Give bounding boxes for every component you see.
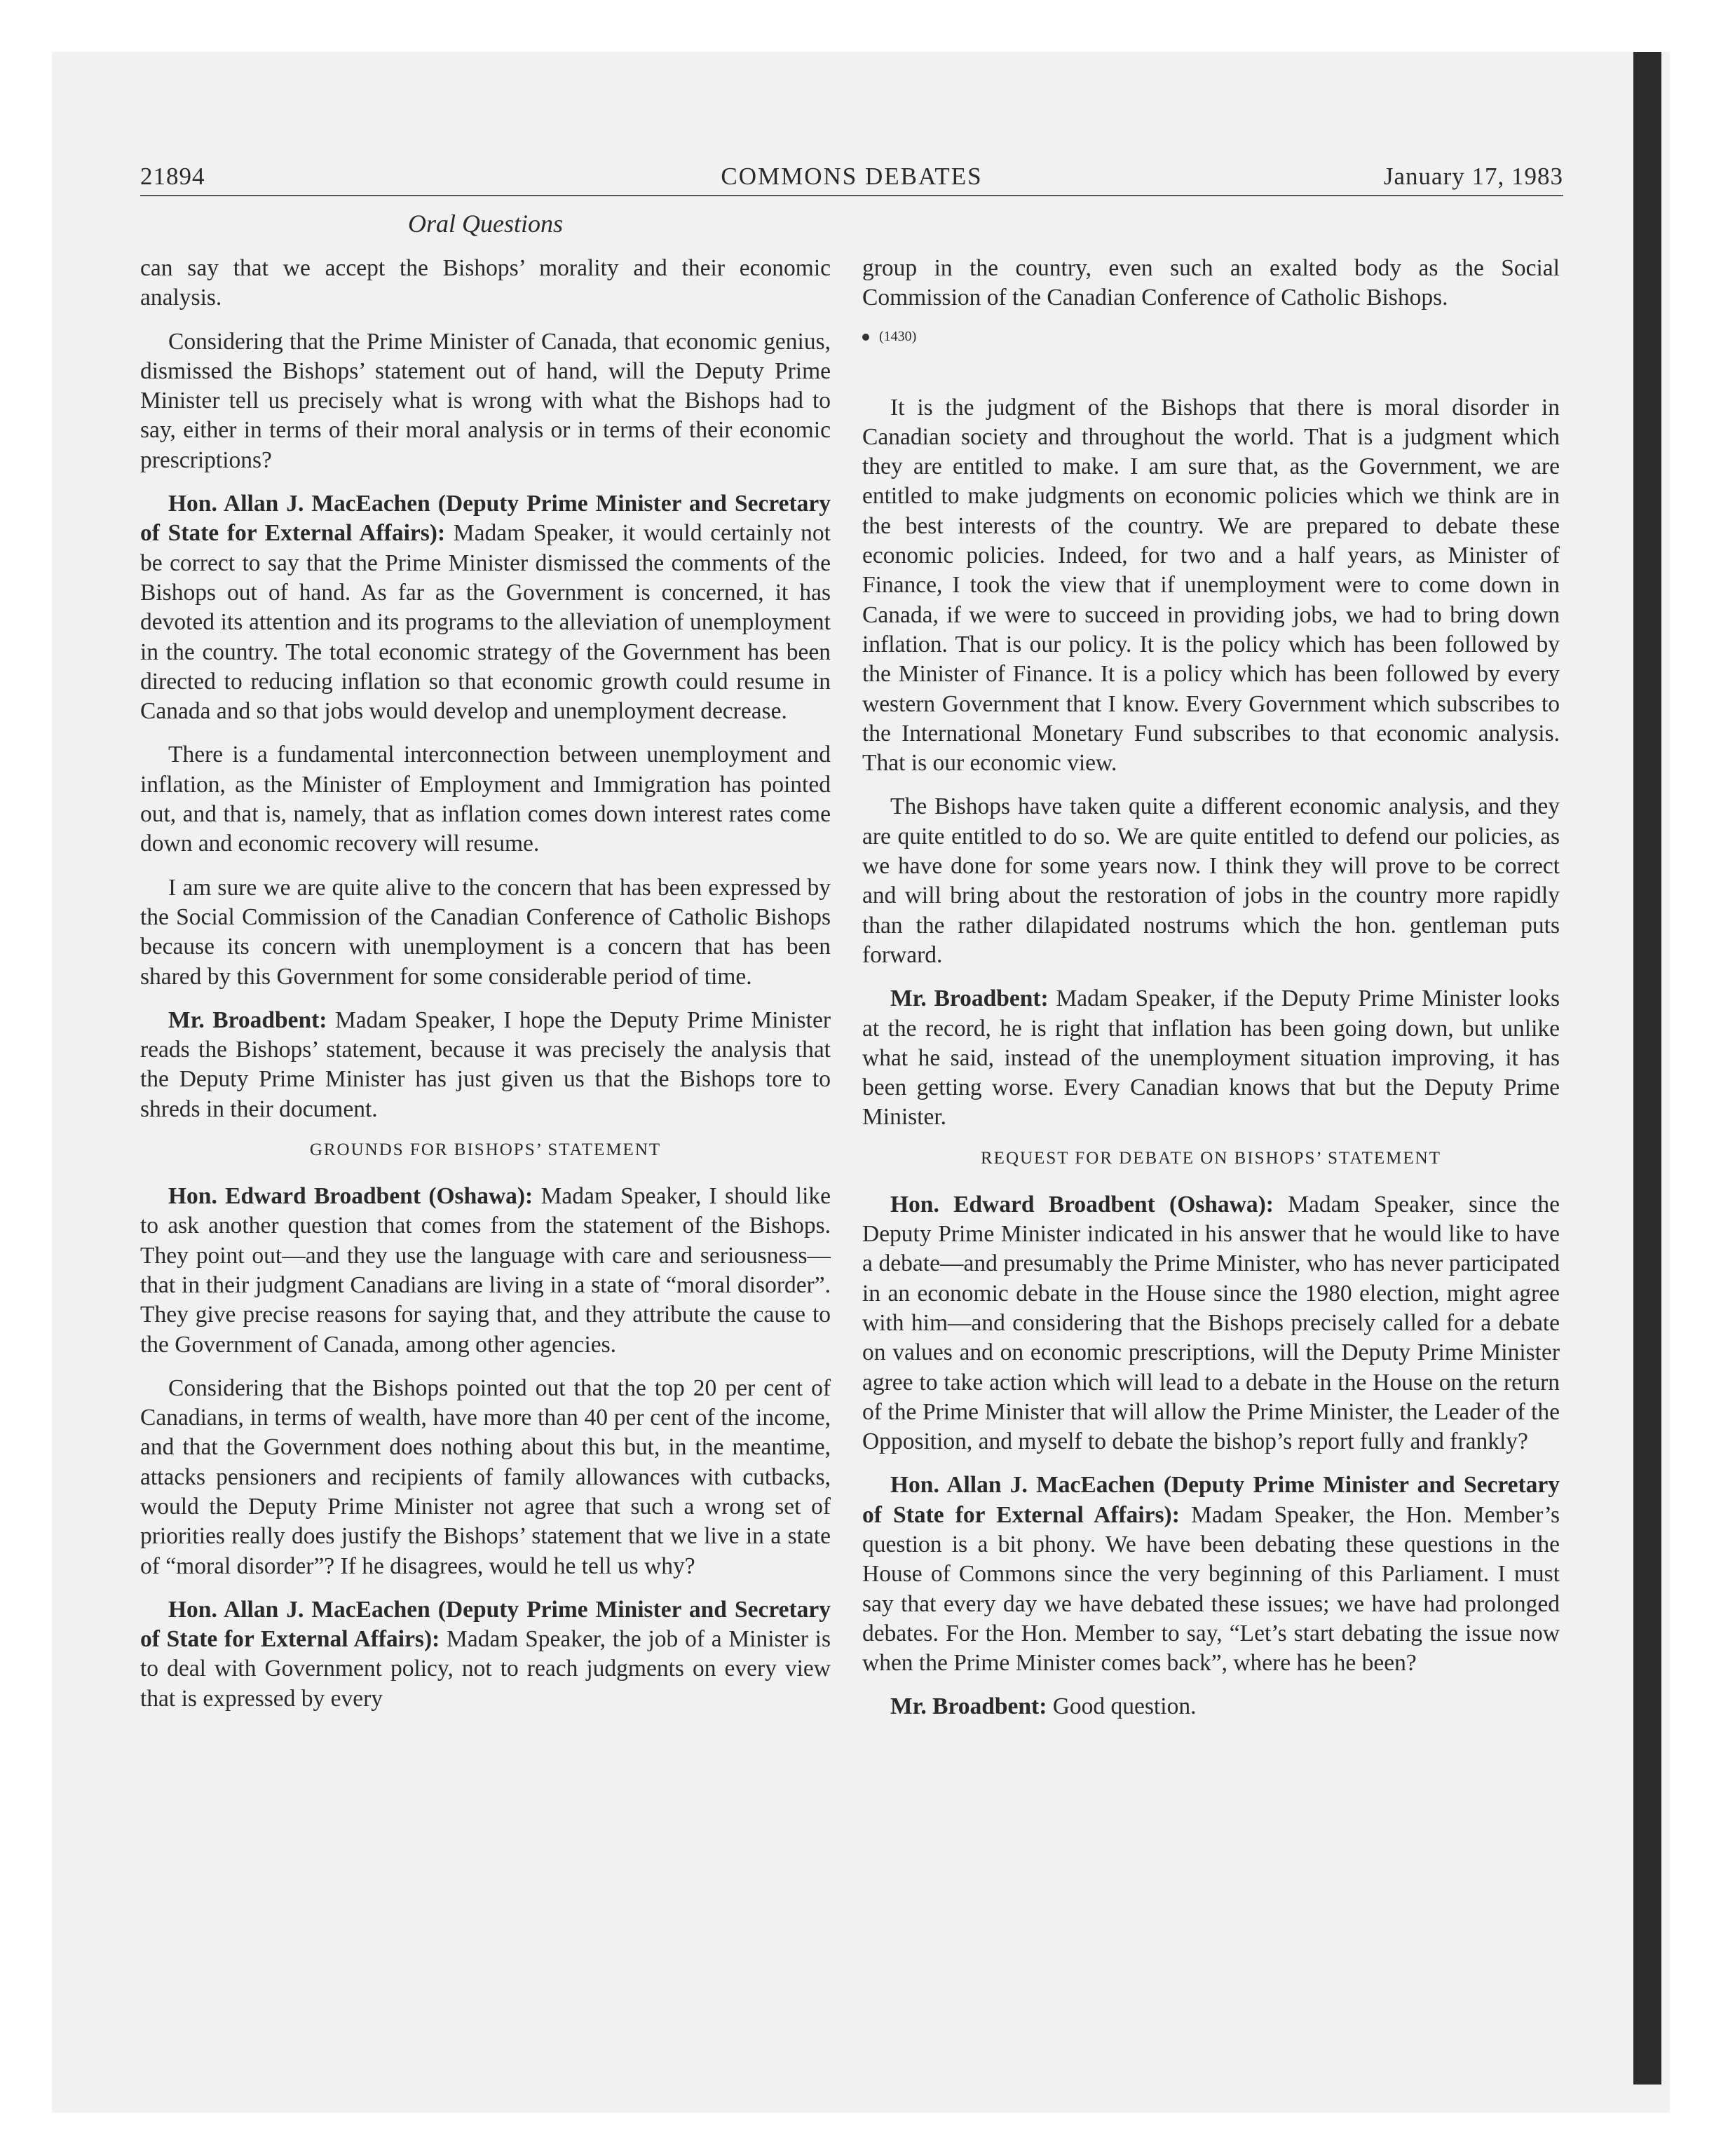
page-date: January 17, 1983	[1383, 163, 1563, 190]
speaker-name: Hon. Edward Broadbent (Oshawa):	[168, 1183, 533, 1210]
speech-text: Madam Speaker, since the Deputy Prime Minister indicated in his answer that he would like to have a debate—and presumably the Prime Minister, who has never participated in an economic debate in the House since the 1980 election, might agree with him—and considering that the Bishops precisely called for a debate on values and on economic prescriptions, will the Deputy Prime Minister agree to take action which will lead to a debate in the House on the return of the Prime Minister that will allow the Prime Minister, the Leader of the Opposition, and myself to debate the bishop’s report fully and frankly?	[862, 1191, 1560, 1455]
paragraph: I am sure we are quite alive to the concern that has been expressed by the Social Commission of the Canadian Conference of Catholic Bishops because its concern with unemployment is a concern that has been shared by this Government for some considerable period of time.	[140, 874, 831, 990]
speech-paragraph	[862, 1692, 1560, 1721]
section-heading: GROUNDS FOR BISHOPS’ STATEMENT	[309, 1140, 662, 1160]
section-heading: REQUEST FOR DEBATE ON BISHOPS’ STATEMENT	[981, 1148, 1441, 1168]
speech-text: Madam Speaker, it would certainly not be correct to say that the Prime Minister dismissed the comments of the Bishops out of hand. As far as the Government is concerned, it has devoted its attention and its programs to the alleviation of unemployment in the country. The total economic strategy of the Government has been directed to reducing inflation so that economic growth could resume in Canada and so that jobs would develop and unemployment decrease.	[140, 520, 831, 725]
speaker-name: Hon. Allan J. MacEachen (Deputy Prime Minister and Secretary of State for External Affairs):	[140, 491, 831, 547]
paragraph: Considering that the Bishops pointed out that the top 20 per cent of Canadians, in terms of wealth, have more than 40 per cent of the income, and that the Government does nothing about this but, in the meantime, attacks pensioners and recipients of family allowances with cutbacks, would the Deputy Prime Minister not agree that such a wrong set of priorities really does justify the Bishops’ statement that we live in a state of “moral disorder”? If he disagrees, would he tell us why?	[140, 1374, 831, 1579]
speech-paragraph	[140, 1182, 831, 1360]
speech-text: Madam Speaker, the job of a Minister is to deal with Government policy, not to reach judgments on every view that is expressed by every	[140, 1626, 831, 1712]
speech-paragraph	[862, 984, 1560, 1132]
bullet-icon	[862, 334, 869, 341]
scan-edge-shadow	[1633, 52, 1661, 2085]
paragraph: It is the judgment of the Bishops that there is moral disorder in Canadian society and throughout the world. That is a judgment which they are entitled to make. I am sure that, as the Government, we are entitled to make judgments on economic policies which we think are in the best interests of the country. We are prepared to debate these economic policies. Indeed, for two and a half years, as Minister of Finance, I took the view that if unemployment were to come down in Canada, if we were to succeed in providing jobs, we had to bring down inflation. That is our policy. It is the policy which has been followed by the Minister of Finance. It is a policy which has been followed by every western Government that I know. Every Government which subscribes to the International Monetary Fund subscribes to that economic analysis. That is our economic view.	[862, 394, 1560, 777]
speech-text: Madam Speaker, I should like to ask another question that comes from the statement of the Bishops. They point out—and they use the language with care and seriousness—that in their judgment Canadians are living in a state of “moral disorder”. They give precise reasons for saying that, and they attribute the cause to the Government of Canada, among other agencies.	[140, 1183, 831, 1358]
speech-text: Madam Speaker, the Hon. Member’s question is a bit phony. We have been debating these questions in the House of Commons since the very beginning of this Parliament. I must say that every day we have debated these issues; we have had prolonged debates. For the Hon. Member to say, “Let’s start debating the issue now when the Prime Minister comes back”, where has he been?	[862, 1501, 1560, 1677]
speech-paragraph	[140, 1595, 831, 1714]
speaker-name: Hon. Edward Broadbent (Oshawa):	[890, 1191, 1274, 1217]
paragraph: There is a fundamental interconnection between unemployment and inflation, as the Minister of Employment and Immigration has pointed out, and that is, namely, that as inflation comes down interest rates come down and economic recovery will resume.	[140, 742, 831, 857]
speaker-name: Hon. Allan J. MacEachen (Deputy Prime Minister and Secretary of State for External Affairs):	[140, 1596, 831, 1653]
page-number: 21894	[140, 163, 205, 190]
time-marker-label: (1430)	[879, 328, 917, 344]
paragraph: Considering that the Prime Minister of Canada, that economic genius, dismissed the Bishops’ statement out of hand, will the Deputy Prime Minister tell us precisely what is wrong with what the Bishops had to say, either in terms of their moral analysis or in terms of their economic prescriptions?	[140, 328, 831, 473]
page-header	[140, 158, 1563, 196]
paragraph: can say that we accept the Bishops’ morality and their economic analysis.	[140, 255, 831, 311]
speaker-name: Hon. Allan J. MacEachen (Deputy Prime Minister and Secretary of State for External Affairs):	[862, 1472, 1560, 1528]
paragraph: The Bishops have taken quite a different economic analysis, and they are quite entitled to do so. We are quite entitled to defend our policies, as we have done for some years now. I think they will prove to be correct and will bring about the restoration of jobs in the country more rapidly than the rather dilapidated nostrums which the hon. gentleman puts forward.	[862, 793, 1560, 968]
right-column	[862, 254, 1560, 1736]
section-subhead: Oral Questions	[407, 210, 563, 238]
speech-text: Madam Speaker, I hope the Deputy Prime Minister reads the Bishops’ statement, because it was precisely the analysis that the Deputy Prime Minister has just given us that the Bishops tore to shreds in their document.	[140, 1007, 831, 1122]
speech-paragraph	[862, 1471, 1560, 1678]
speaker-name: Mr. Broadbent:	[168, 1007, 327, 1033]
speech-paragraph	[140, 1006, 831, 1124]
speech-paragraph	[862, 1190, 1560, 1457]
speech-text: Madam Speaker, if the Deputy Prime Minister looks at the record, he is right that inflation has been going down, but unlike what he said, instead of the unemployment situation improving, it has been getting worse. Every Canadian knows that but the Deputy Prime Minister.	[862, 985, 1560, 1131]
speech-text: Good question.	[1047, 1693, 1197, 1720]
speaker-name: Mr. Broadbent:	[890, 985, 1049, 1012]
speaker-name: Mr. Broadbent:	[890, 1693, 1047, 1720]
publication-title: COMMONS DEBATES	[721, 163, 983, 190]
paragraph: group in the country, even such an exalted body as the Social Commission of the Canadian Conference of Catholic Bishops.	[862, 255, 1560, 311]
left-column	[140, 254, 831, 1728]
speech-paragraph	[140, 489, 831, 726]
time-marker	[862, 327, 1560, 346]
